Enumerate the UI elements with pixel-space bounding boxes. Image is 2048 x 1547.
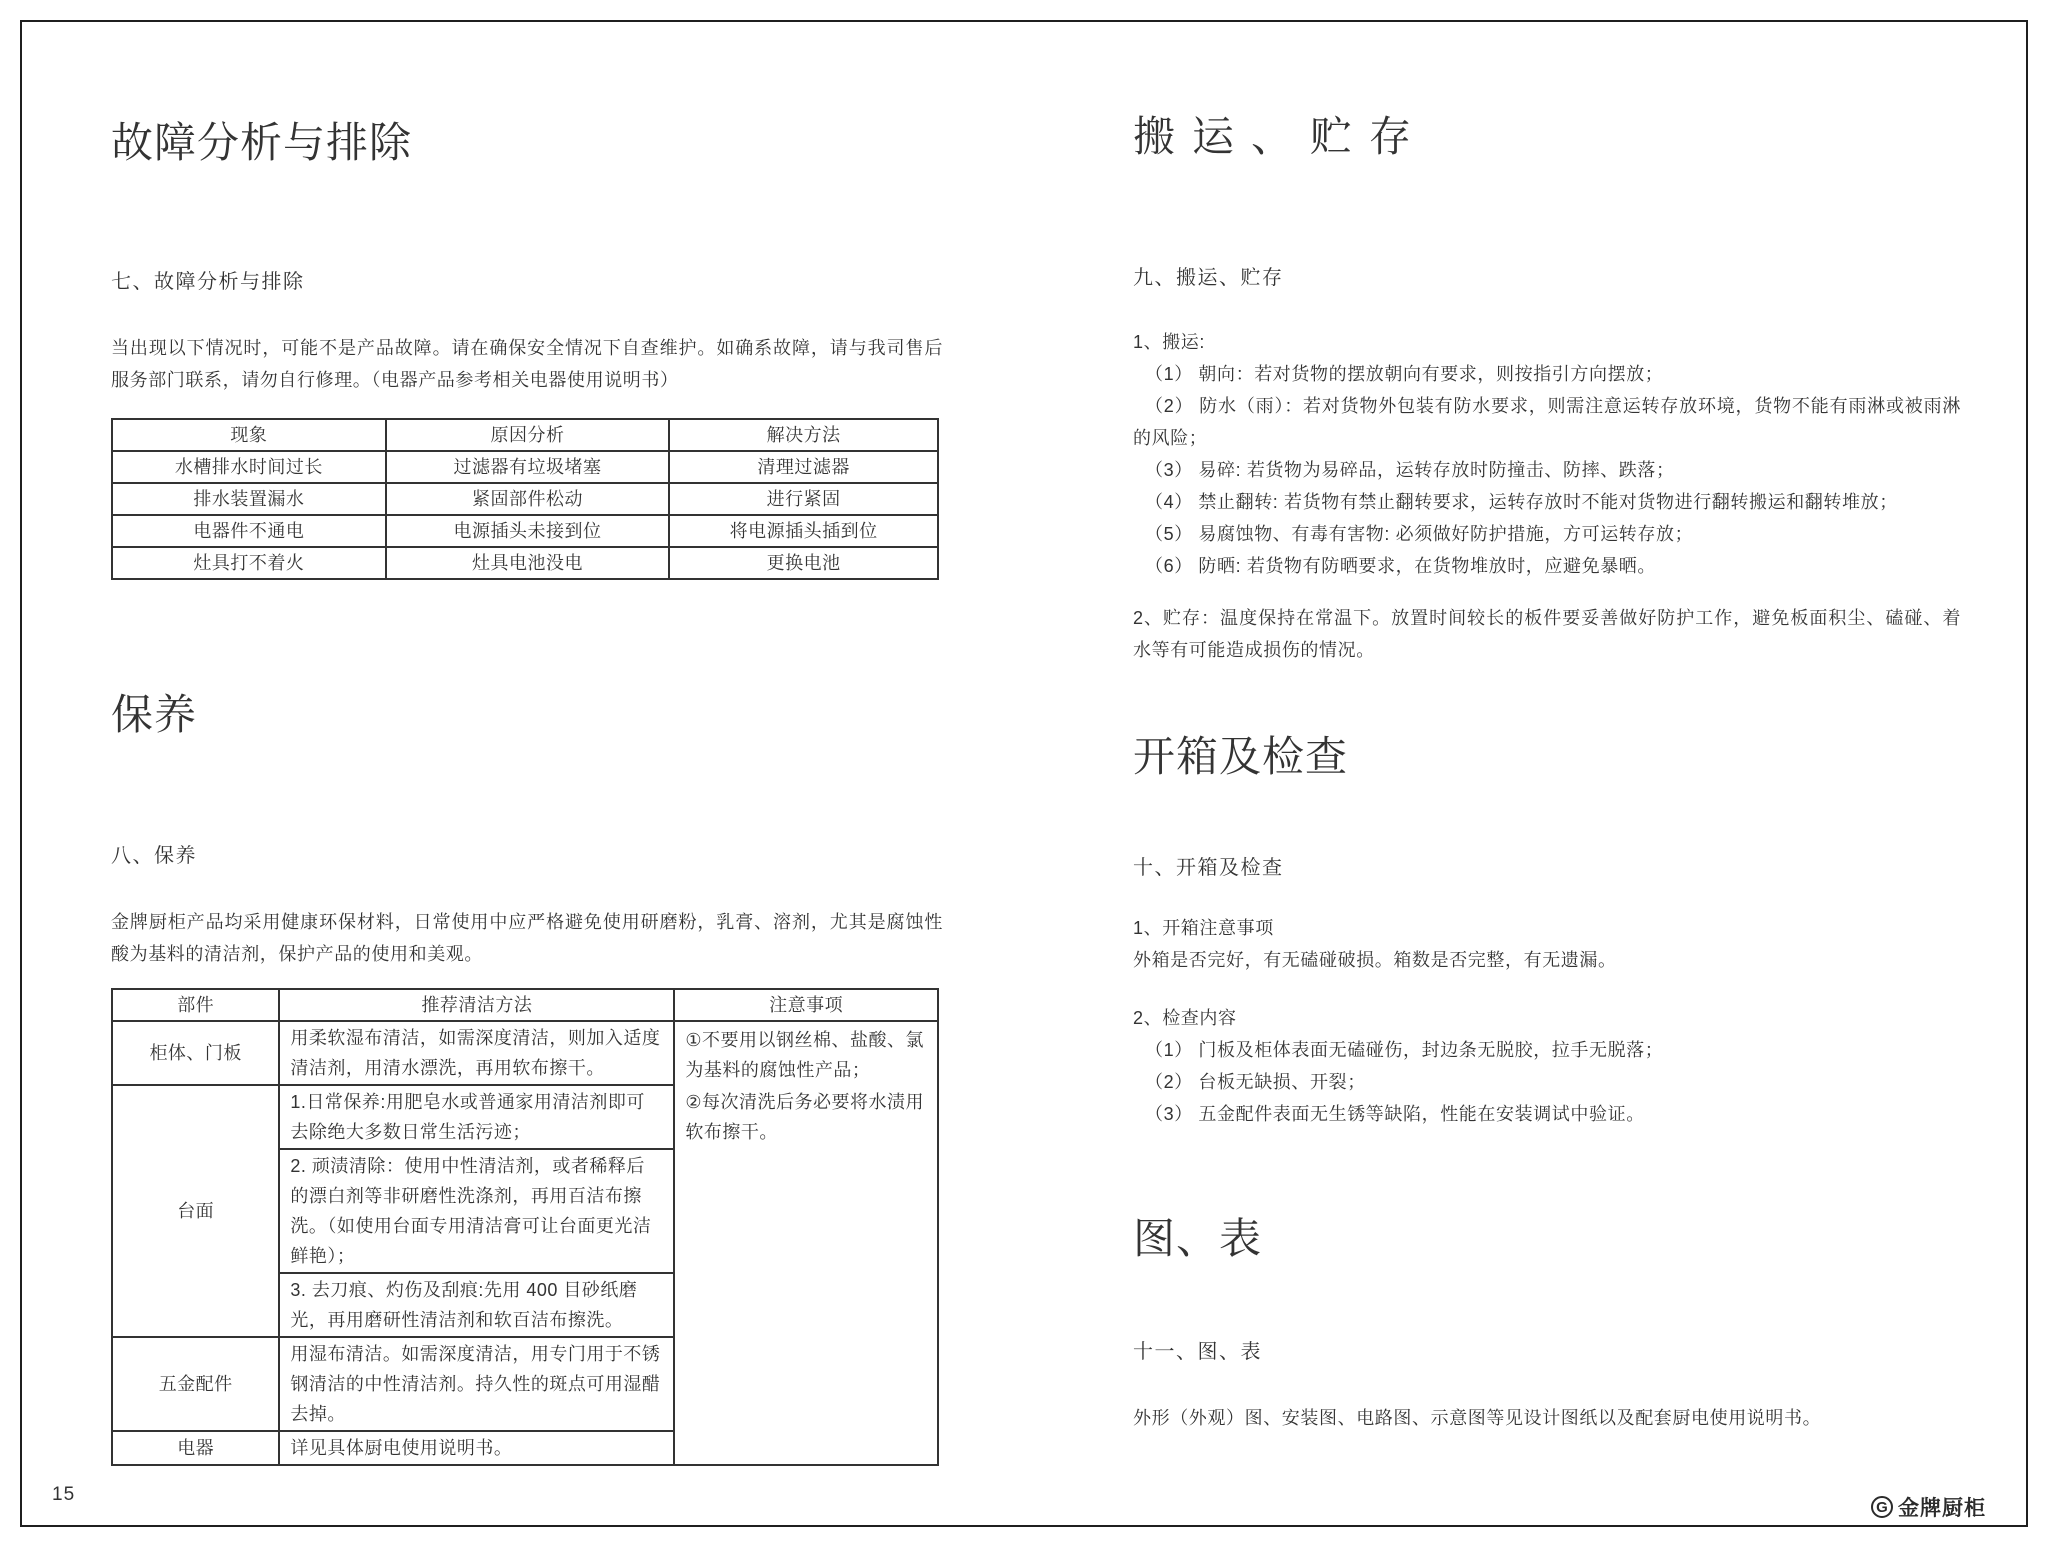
unboxing-note-heading: 1、开箱注意事项 <box>1133 918 1274 938</box>
table-header-row <box>112 419 938 451</box>
list-item: （4） 禁止翻转: 若货物有禁止翻转要求，运转存放时不能对货物进行翻转搬运和翻转堆放； <box>1145 492 1898 512</box>
table-cell: 灶具电池没电 <box>386 547 670 579</box>
moving-heading: 九、搬运、贮存 <box>1133 267 1284 289</box>
table-cell: 灶具打不着火 <box>112 547 386 579</box>
column-header: 部件 <box>112 989 279 1021</box>
column-header: 解决方法 <box>669 419 938 451</box>
note-line: ①不要用以钢丝棉、盐酸、氯为基料的腐蚀性产品； <box>685 1030 924 1080</box>
table-cell: 排水装置漏水 <box>112 483 386 515</box>
table-cell: 水槽排水时间过长 <box>112 451 386 483</box>
unboxing-heading: 十、开箱及检查 <box>1133 857 1284 879</box>
table-row <box>112 1021 938 1085</box>
table-header-row <box>112 989 938 1021</box>
table-row <box>112 547 938 579</box>
note-line: ②每次清洗后务必要将水渍用软布擦干。 <box>685 1092 924 1142</box>
method-cell: 2. 顽渍清除：使用中性清洁剂，或者稀释后的漂白剂等非研磨性洗涤剂，再用百洁布擦洗。（如使用台面专用清洁膏可让台面更光洁鲜艳）； <box>279 1149 674 1273</box>
table-row <box>112 483 938 515</box>
care-table-head <box>112 989 938 1021</box>
table-cell: 清理过滤器 <box>669 451 938 483</box>
part-cell: 柜体、门板 <box>112 1021 279 1085</box>
method-cell: 3. 去刀痕、灼伤及刮痕:先用 400 目砂纸磨光，再用磨研性清洁剂和软百洁布擦洗。 <box>279 1273 674 1337</box>
fault-table-body <box>112 451 938 579</box>
list-item: （3） 易碎: 若货物为易碎品，运转存放时防撞击、防摔、跌落； <box>1145 460 1675 480</box>
moving-sub-heading: 1、搬运: <box>1133 332 1206 352</box>
part-cell: 电器 <box>112 1431 279 1465</box>
storage-paragraph: 2、贮存：温度保持在常温下。放置时间较长的板件要妥善做好防护工作，避免板面积尘、磕碰、着水等有可能造成损伤的情况。 <box>1133 608 1961 660</box>
moving-list-block <box>1133 326 1961 582</box>
table-row <box>112 451 938 483</box>
check-items <box>1133 1034 1961 1130</box>
part-cell: 五金配件 <box>112 1337 279 1431</box>
brand-g-emblem-icon: G <box>1871 1496 1893 1518</box>
list-item: （6） 防晒: 若货物有防晒要求，在货物堆放时，应避免暴晒。 <box>1145 556 1657 576</box>
column-header: 原因分析 <box>386 419 670 451</box>
method-cell: 用柔软湿布清洁，如需深度清洁，则加入适度清洁剂，用清水漂洗，再用软布擦干。 <box>279 1021 674 1085</box>
table-row <box>112 515 938 547</box>
method-cell: 用湿布清洁。如需深度清洁，用专门用于不锈钢清洁的中性清洁剂。持久性的斑点可用湿醋去掉。 <box>279 1337 674 1431</box>
troubleshooting-heading: 七、故障分析与排除 <box>111 271 305 293</box>
method-cell: 详见具体厨电使用说明书。 <box>279 1431 674 1465</box>
charts-text: 外形（外观）图、安装图、电路图、示意图等见设计图纸以及配套厨电使用说明书。 <box>1133 1408 1822 1428</box>
column-header: 推荐清洁方法 <box>279 989 674 1021</box>
charts-heading: 十一、图、表 <box>1133 1341 1262 1363</box>
unboxing-note-text: 外箱是否完好，有无磕碰破损。箱数是否完整，有无遗漏。 <box>1133 950 1617 970</box>
table-cell: 过滤器有垃圾堵塞 <box>386 451 670 483</box>
fault-table-head <box>112 419 938 451</box>
moving-items <box>1133 358 1961 582</box>
table-cell: 更换电池 <box>669 547 938 579</box>
brand-name: 金牌厨柜 <box>1898 1497 1986 1520</box>
care-intro: 金牌厨柜产品均采用健康环保材料，日常使用中应严格避免使用研磨粉，乳膏、溶剂，尤其是腐蚀性酸为基料的清洁剂，保护产品的使用和美观。 <box>111 912 943 964</box>
part-cell: 台面 <box>112 1085 279 1337</box>
unboxing-title: 开箱及检查 <box>1133 733 1349 780</box>
charts-title: 图、表 <box>1133 1215 1263 1262</box>
table-cell: 紧固部件松动 <box>386 483 670 515</box>
care-table <box>111 988 939 1466</box>
page-number: 15 <box>52 1484 76 1505</box>
list-item: （2） 防水（雨）：若对货物外包装有防水要求，则需注意运转存放环境，货物不能有雨淋或被雨淋的风险； <box>1133 396 1961 448</box>
list-item: （1） 朝向：若对货物的摆放朝向有要求，则按指引方向摆放； <box>1145 364 1664 384</box>
care-table-body <box>112 1021 938 1465</box>
check-heading: 2、检查内容 <box>1133 1008 1237 1028</box>
list-item: （3） 五金配件表面无生锈等缺陷，性能在安装调试中验证。 <box>1145 1104 1645 1124</box>
list-item: （5） 易腐蚀物、有毒有害物: 必须做好防护措施，方可运转存放； <box>1145 524 1694 544</box>
notes-cell <box>674 1021 938 1465</box>
troubleshooting-title: 故障分析与排除 <box>111 119 413 166</box>
unboxing-notes-block <box>1133 912 1961 976</box>
fault-table <box>111 418 939 580</box>
troubleshooting-intro: 当出现以下情况时，可能不是产品故障。请在确保安全情况下自查维护。如确系故障，请与我司售后服务部门联系，请勿自行修理。（电器产品参考相关电器使用说明书） <box>111 338 943 390</box>
list-item: （2） 台板无缺损、开裂； <box>1145 1072 1366 1092</box>
table-cell: 进行紧固 <box>669 483 938 515</box>
list-item: （1） 门板及柜体表面无磕碰伤，封边条无脱胶，拉手无脱落； <box>1145 1040 1664 1060</box>
method-cell: 1.日常保养:用肥皂水或普通家用清洁剂即可去除绝大多数日常生活污迹； <box>279 1085 674 1149</box>
brand-logo <box>1871 1492 1986 1522</box>
column-header: 注意事项 <box>674 989 938 1021</box>
check-block <box>1133 1002 1961 1130</box>
table-cell: 将电源插头插到位 <box>669 515 938 547</box>
column-header: 现象 <box>112 419 386 451</box>
moving-title: 搬运、贮存 <box>1133 113 1429 160</box>
care-title: 保养 <box>111 691 198 738</box>
care-heading: 八、保养 <box>111 845 197 867</box>
table-cell: 电源插头未接到位 <box>386 515 670 547</box>
table-cell: 电器件不通电 <box>112 515 386 547</box>
